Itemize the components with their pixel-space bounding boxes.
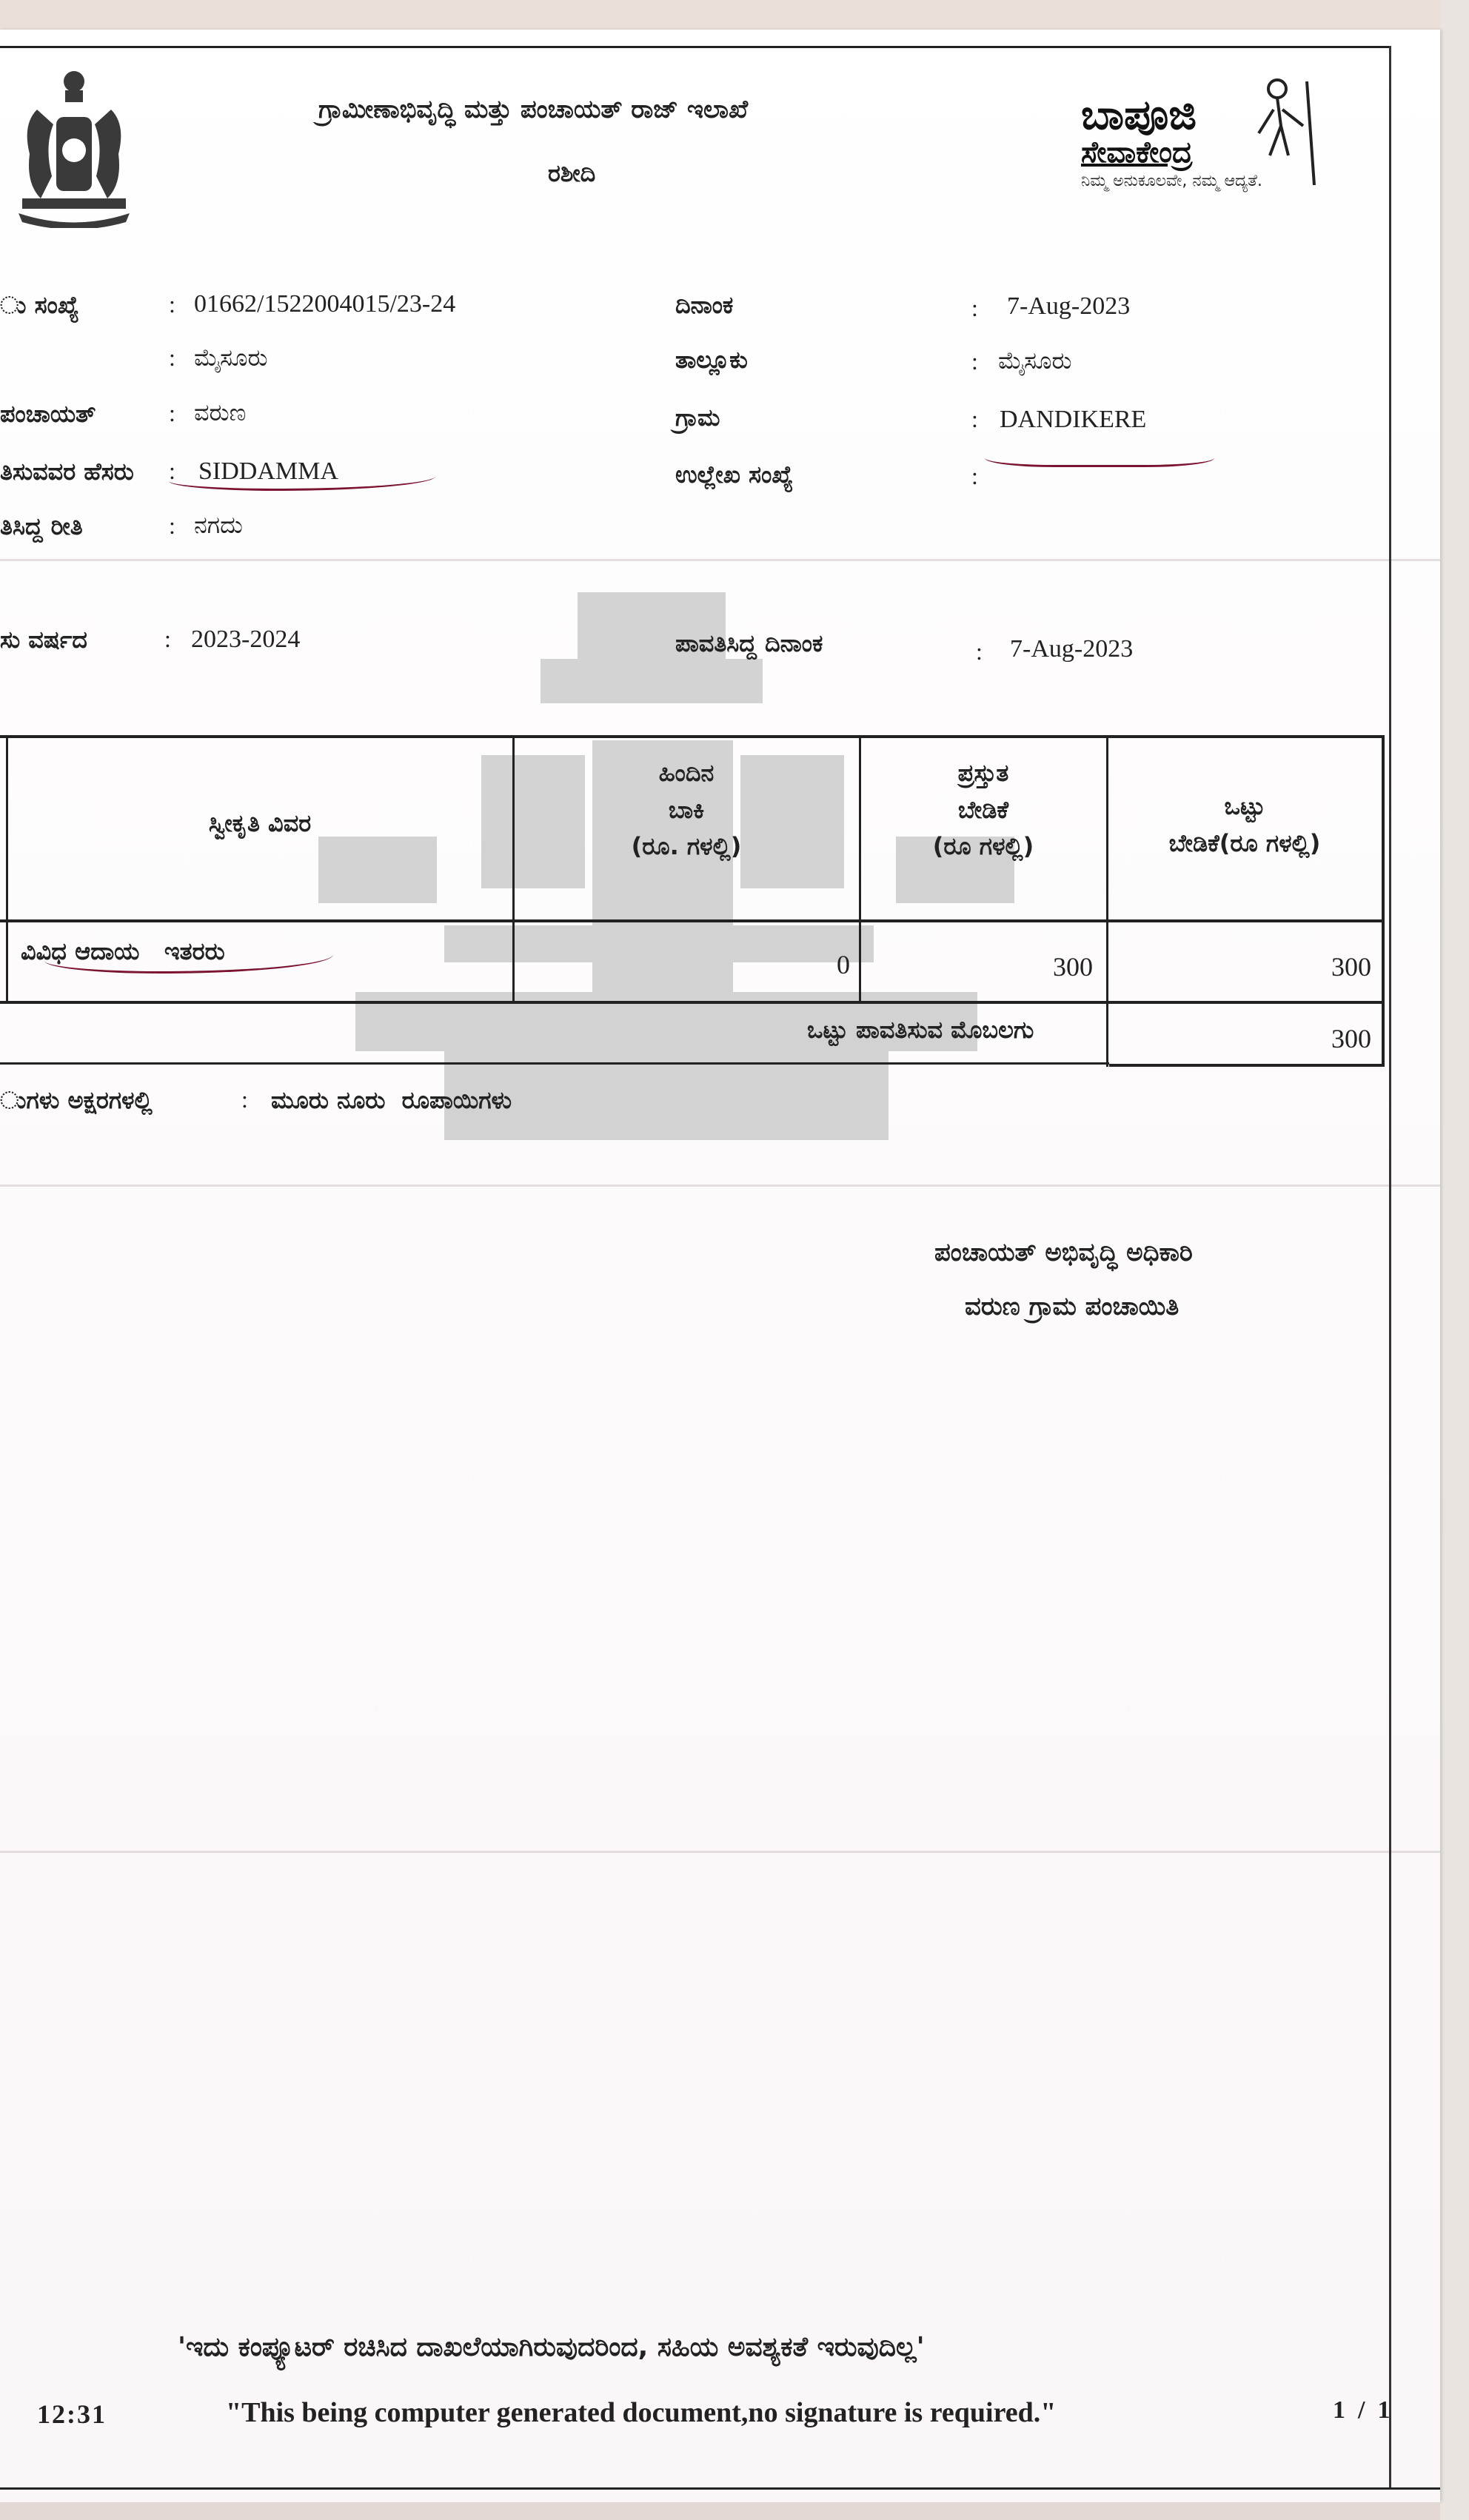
table-border bbox=[0, 735, 1384, 738]
signatory-office: ವರುಣ ಗ್ರಾಮ ಪಂಚಾಯಿತಿ bbox=[965, 1292, 1179, 1321]
table-border bbox=[1382, 735, 1385, 1067]
table-border bbox=[0, 919, 1384, 922]
paid-date-label: ಪಾವತಿಸಿದ್ದ ದಿನಾಂಕ bbox=[675, 629, 823, 657]
gandhi-figure-icon bbox=[1244, 74, 1325, 192]
amount-words-label: ುಗಳು ಅಕ್ಷರಗಳಲ್ಲಿ bbox=[0, 1086, 153, 1114]
receipt-no-label: ು ಸಂಖ್ಯೆ bbox=[0, 291, 79, 319]
table-header-current bbox=[860, 755, 1106, 865]
table-border bbox=[1109, 1064, 1384, 1067]
print-time: 12:31 bbox=[37, 2399, 107, 2429]
bapuji-logo-main: ಬಾಪೂಜಿ bbox=[1081, 91, 1197, 139]
table-header-previous-line2: ಬಾಕಿ bbox=[668, 795, 705, 824]
year-value: 2023-2024 bbox=[191, 626, 301, 653]
payer-name-value: SIDDAMMA bbox=[198, 458, 338, 485]
village-label: ಗ್ರಾಮ bbox=[675, 403, 720, 432]
colon: : bbox=[169, 512, 175, 539]
frame-top-border bbox=[0, 46, 1391, 48]
receipt-title: ರಶೀದಿ bbox=[548, 159, 596, 187]
colon: : bbox=[169, 458, 175, 484]
signatory-title: ಪಂಚಾಯತ್ ಅಭಿವೃದ್ಧಿ ಅಧಿಕಾರಿ bbox=[934, 1238, 1193, 1267]
reference-no-label: ಉಲ್ಲೇಖ ಸಂಖ್ಯೆ bbox=[675, 460, 794, 489]
paid-date-value: 7-Aug-2023 bbox=[1010, 635, 1134, 663]
colon: : bbox=[976, 638, 983, 665]
taluk-value: ಮೈಸೂರು bbox=[998, 346, 1072, 375]
table-header-previous-line1: ಹಿಂದಿನ bbox=[658, 759, 715, 787]
colon: : bbox=[164, 626, 171, 652]
state-emblem-icon bbox=[7, 65, 141, 228]
table-header-current-line3: (ರೂ ಗಳಲ್ಲಿ) bbox=[932, 832, 1034, 861]
pen-underline bbox=[985, 437, 1214, 467]
colon: : bbox=[971, 295, 978, 321]
background-bottom bbox=[0, 2502, 1440, 2520]
payment-mode-value: ನಗದು bbox=[194, 511, 243, 539]
table-header-description: ಸ್ವೀಕೃತಿ ವಿವರ bbox=[208, 809, 312, 837]
payment-mode-label: ತಿಸಿದ್ದ ರೀತಿ bbox=[0, 512, 83, 540]
colon: : bbox=[971, 463, 978, 489]
date-label: ದಿನಾಂಕ bbox=[675, 291, 734, 319]
total-payable-label: ಒಟ್ಟು ಪಾವತಿಸುವ ಮೊಬಲಗು bbox=[807, 1016, 1034, 1044]
department-title: ಗ್ರಾಮೀಣಾಭಿವೃದ್ಧಿ ಮತ್ತು ಪಂಚಾಯತ್ ರಾಜ್ ಇಲಾಖೆ bbox=[318, 95, 749, 124]
table-row-current: 300 bbox=[1053, 952, 1093, 982]
paper-fold bbox=[0, 1851, 1440, 1853]
bapuji-logo bbox=[1081, 91, 1262, 190]
table-header-previous bbox=[514, 755, 859, 865]
bapuji-logo-tagline: ನಿಮ್ಮ ಅನುಕೂಲವೇ, ನಮ್ಮ ಆದ್ಯತೆ. bbox=[1081, 172, 1262, 190]
page-number: 1 / 1 bbox=[1333, 2396, 1391, 2424]
colon: : bbox=[169, 344, 175, 371]
colon: : bbox=[241, 1086, 248, 1113]
colon: : bbox=[169, 291, 175, 318]
panchayat-label: ಪಂಚಾಯತ್ bbox=[0, 400, 96, 428]
table-header-current-line1: ಪ್ರಸ್ತುತ bbox=[957, 759, 1009, 787]
table-header-total-line1: ಒಟ್ಟು bbox=[1224, 792, 1265, 820]
table-header-total-line2: ಬೇಡಿಕೆ(ರೂ ಗಳಲ್ಲಿ) bbox=[1168, 828, 1321, 857]
table-header-previous-line3: (ರೂ. ಗಳಲ್ಲಿ) bbox=[631, 832, 742, 861]
total-payable-value: 300 bbox=[1331, 1024, 1371, 1053]
district-value: ಮೈಸೂರು bbox=[194, 344, 268, 372]
receipt-no-value: 01662/1522004015/23-24 bbox=[194, 290, 456, 318]
footer-english-note: "This being computer generated document,no signature is required." bbox=[226, 2397, 1057, 2428]
colon: : bbox=[169, 400, 175, 426]
table-row-total: 300 bbox=[1331, 952, 1371, 982]
table-header-total bbox=[1108, 788, 1382, 862]
table-border bbox=[1106, 735, 1108, 1067]
frame-bottom-border bbox=[0, 2487, 1440, 2490]
year-label: ಸು ವರ್ಷದ bbox=[0, 626, 87, 654]
table-row-description: ವಿವಿಧ ಆದಾಯ ಇತರರು bbox=[21, 937, 225, 965]
payer-name-label: ತಿಸುವವರ ಹೆಸರು bbox=[0, 458, 134, 486]
colon: : bbox=[971, 406, 978, 432]
paper-fold bbox=[0, 559, 1440, 561]
table-border bbox=[0, 1062, 1109, 1065]
panchayat-value: ವರುಣ bbox=[194, 398, 247, 426]
colon: : bbox=[971, 348, 978, 375]
date-value: 7-Aug-2023 bbox=[1007, 292, 1131, 320]
table-row-previous: 0 bbox=[837, 950, 850, 979]
background-top bbox=[0, 0, 1440, 30]
amount-words-value: ಮೂರು ನೂರು ರೂಪಾಯಿಗಳು bbox=[271, 1086, 512, 1114]
background-right bbox=[1440, 0, 1469, 2520]
footer-kannada-note: 'ಇದು ಕಂಪ್ಯೂಟರ್ ರಚಿಸಿದ ದಾಖಲೆಯಾಗಿರುವುದರಿಂದ, ಸಹಿಯ ಅವಶ್ಯಕತೆ ಇರುವುದಿಲ್ಲ' bbox=[178, 2332, 925, 2362]
table-border bbox=[0, 1001, 1384, 1004]
taluk-label: ತಾಲ್ಲೂಕು bbox=[675, 346, 748, 374]
table-border bbox=[6, 735, 8, 1002]
bapuji-logo-sub: ಸೇವಾಕೇಂದ್ರ bbox=[1081, 135, 1193, 170]
table-header-current-line2: ಬೇಡಿಕೆ bbox=[957, 795, 1009, 824]
village-value: DANDIKERE bbox=[1000, 406, 1147, 433]
frame-right-border bbox=[1389, 46, 1391, 2489]
